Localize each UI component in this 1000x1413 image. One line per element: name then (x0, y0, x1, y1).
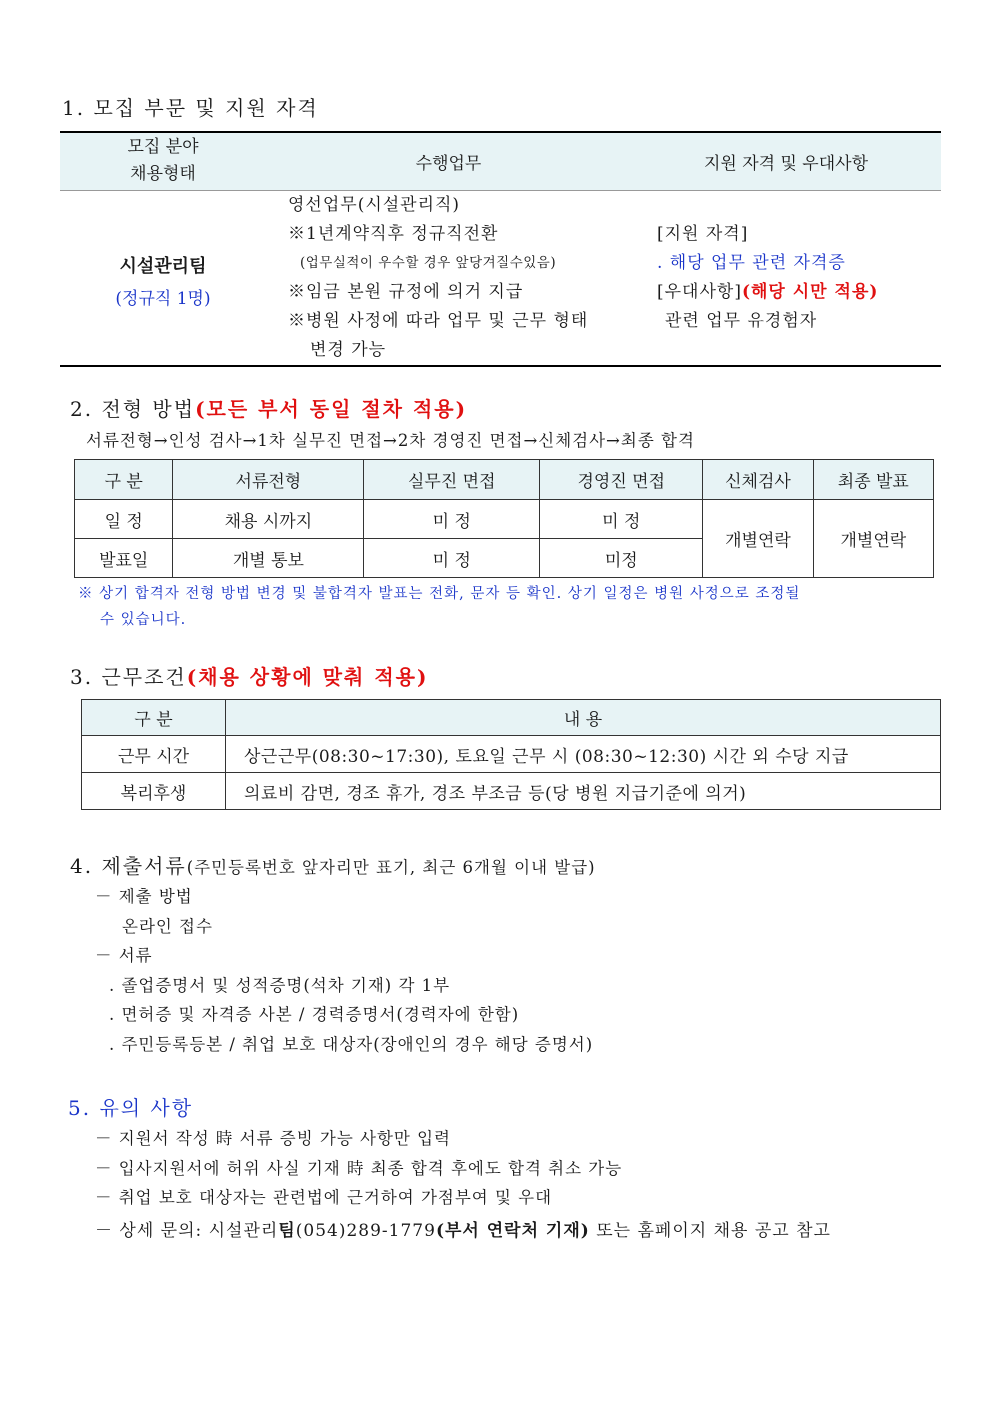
table-row: 발표일 개별 통보 미 정 미정 (75, 539, 934, 578)
qualification-label: [지원 자격] (657, 223, 749, 244)
section5-title: 5. 유의 사항 (68, 1096, 194, 1120)
recruitment-table (60, 131, 941, 367)
section4-title: 4. 제출서류(주민등록번호 앞자리만 표기, 최근 6개월 이내 발급) (70, 854, 596, 878)
section3-title: 3. 근무조건(채용 상황에 맞춰 적용) (70, 665, 429, 689)
col-header-exec-interview: 경영진 면접 (540, 460, 703, 500)
documents-list (95, 882, 593, 1059)
section2-title-note: (모든 부서 동일 절차 적용) (195, 397, 468, 421)
list-item: － 지원서 작성 時 서류 증빙 가능 사항만 입력 (95, 1129, 451, 1148)
section3-title-note: (채용 상황에 맞춰 적용) (186, 665, 429, 689)
contact-line: － 상세 문의: 시설관리팀(054)289-1779(부서 연락처 기재) 또는 홈페이지 채용 공고 참고 (95, 1220, 831, 1241)
preference-label: [우대사항] (657, 281, 742, 302)
col-header-duties: 수행업무 (415, 153, 482, 174)
department-type: (정규직 1명) (115, 288, 211, 309)
col-header-category: 구 분 (82, 700, 226, 736)
duties-cell: 영선업무(시설관리직) ※1년계약직후 정규직전환 (업무실적이 우수할 경우 앞당겨질수있음) ※임금 본원 규정에 의거 지급 ※병원 사정에 따라 업무 및 근무 형태 변경 가능 (288, 194, 589, 360)
section2-title: 2. 전형 방법(모든 부서 동일 절차 적용) (70, 397, 468, 421)
col-header-qualifications: 지원 자격 및 우대사항 (703, 153, 868, 174)
selection-table (74, 459, 934, 578)
list-item: － 제출 방법 (95, 887, 193, 906)
contact-phone: (054)289-1779 (295, 1220, 436, 1241)
col-header-category: 구 분 (75, 460, 173, 500)
selection-flow: 서류전형→인성 검사→1차 실무진 면접→2차 경영진 면접→신체검사→최종 합격 (86, 431, 695, 450)
final-merged-cell: 개별연락 (840, 531, 907, 551)
table-row: 일 정 채용 시까지 미 정 미 정 개별연락 개별연락 (75, 500, 934, 539)
col-header-content: 내 용 (563, 710, 603, 730)
department-name: 시설관리팀 (119, 255, 207, 277)
selection-note: ※ 상기 합격자 전형 방법 변경 및 불합격자 발표는 전화, 문자 등 확인. 상기 일정은 병원 사정으로 조정될 수 있습니다. (78, 586, 801, 628)
preference-item: 관련 업무 유경험자 (665, 310, 818, 331)
col-header-staff-interview: 실무진 면접 (364, 460, 540, 500)
physical-merged-cell: 개별연락 (703, 500, 813, 578)
col-header-final: 최종 발표 (837, 472, 909, 492)
qualifications-cell (631, 190, 941, 366)
section4-title-note: (주민등록번호 앞자리만 표기, 최근 6개월 이내 발급) (186, 858, 596, 877)
section1-title: 1. 모집 부문 및 지원 자격 (62, 96, 319, 120)
col-header-physical: 신체검사 (703, 460, 813, 500)
list-item: － 취업 보호 대상자는 관련법에 근거하여 가점부여 및 우대 (95, 1188, 553, 1207)
table-row: 복리후생 의료비 감면, 경조 휴가, 경조 부조금 등(당 병원 지급기준에 의거) (82, 773, 941, 810)
list-item: － 서류 (95, 946, 153, 965)
list-item: － 입사지원서에 허위 사실 기재 時 최종 합격 후에도 합격 취소 가능 (95, 1158, 623, 1178)
list-item: . 주민등록등본 / 취업 보호 대상자(장애인의 경우 해당 증명서) (109, 1034, 594, 1054)
work-conditions-table (81, 699, 941, 810)
list-item: 온라인 접수 (122, 916, 213, 936)
notice-list (95, 1124, 831, 1246)
col-header-document: 서류전형 (173, 460, 364, 500)
list-item: . 면허증 및 자격증 사본 / 경력증명서(경력자에 한함) (109, 1005, 520, 1024)
table-row: 근무 시간 상근근무(08:30~17:30), 토요일 근무 시 (08:30~12:30) 시간 외 수당 지급 (82, 736, 941, 773)
col-header-field: 모집 분야 채용형태 (127, 137, 199, 185)
department-cell (60, 190, 266, 366)
list-item: . 졸업증명서 및 성적증명(석차 기재) 각 1부 (109, 975, 451, 995)
qualification-item: . 해당 업무 관련 자격증 (657, 252, 846, 273)
preference-note: (해당 시만 적용) (741, 281, 879, 302)
